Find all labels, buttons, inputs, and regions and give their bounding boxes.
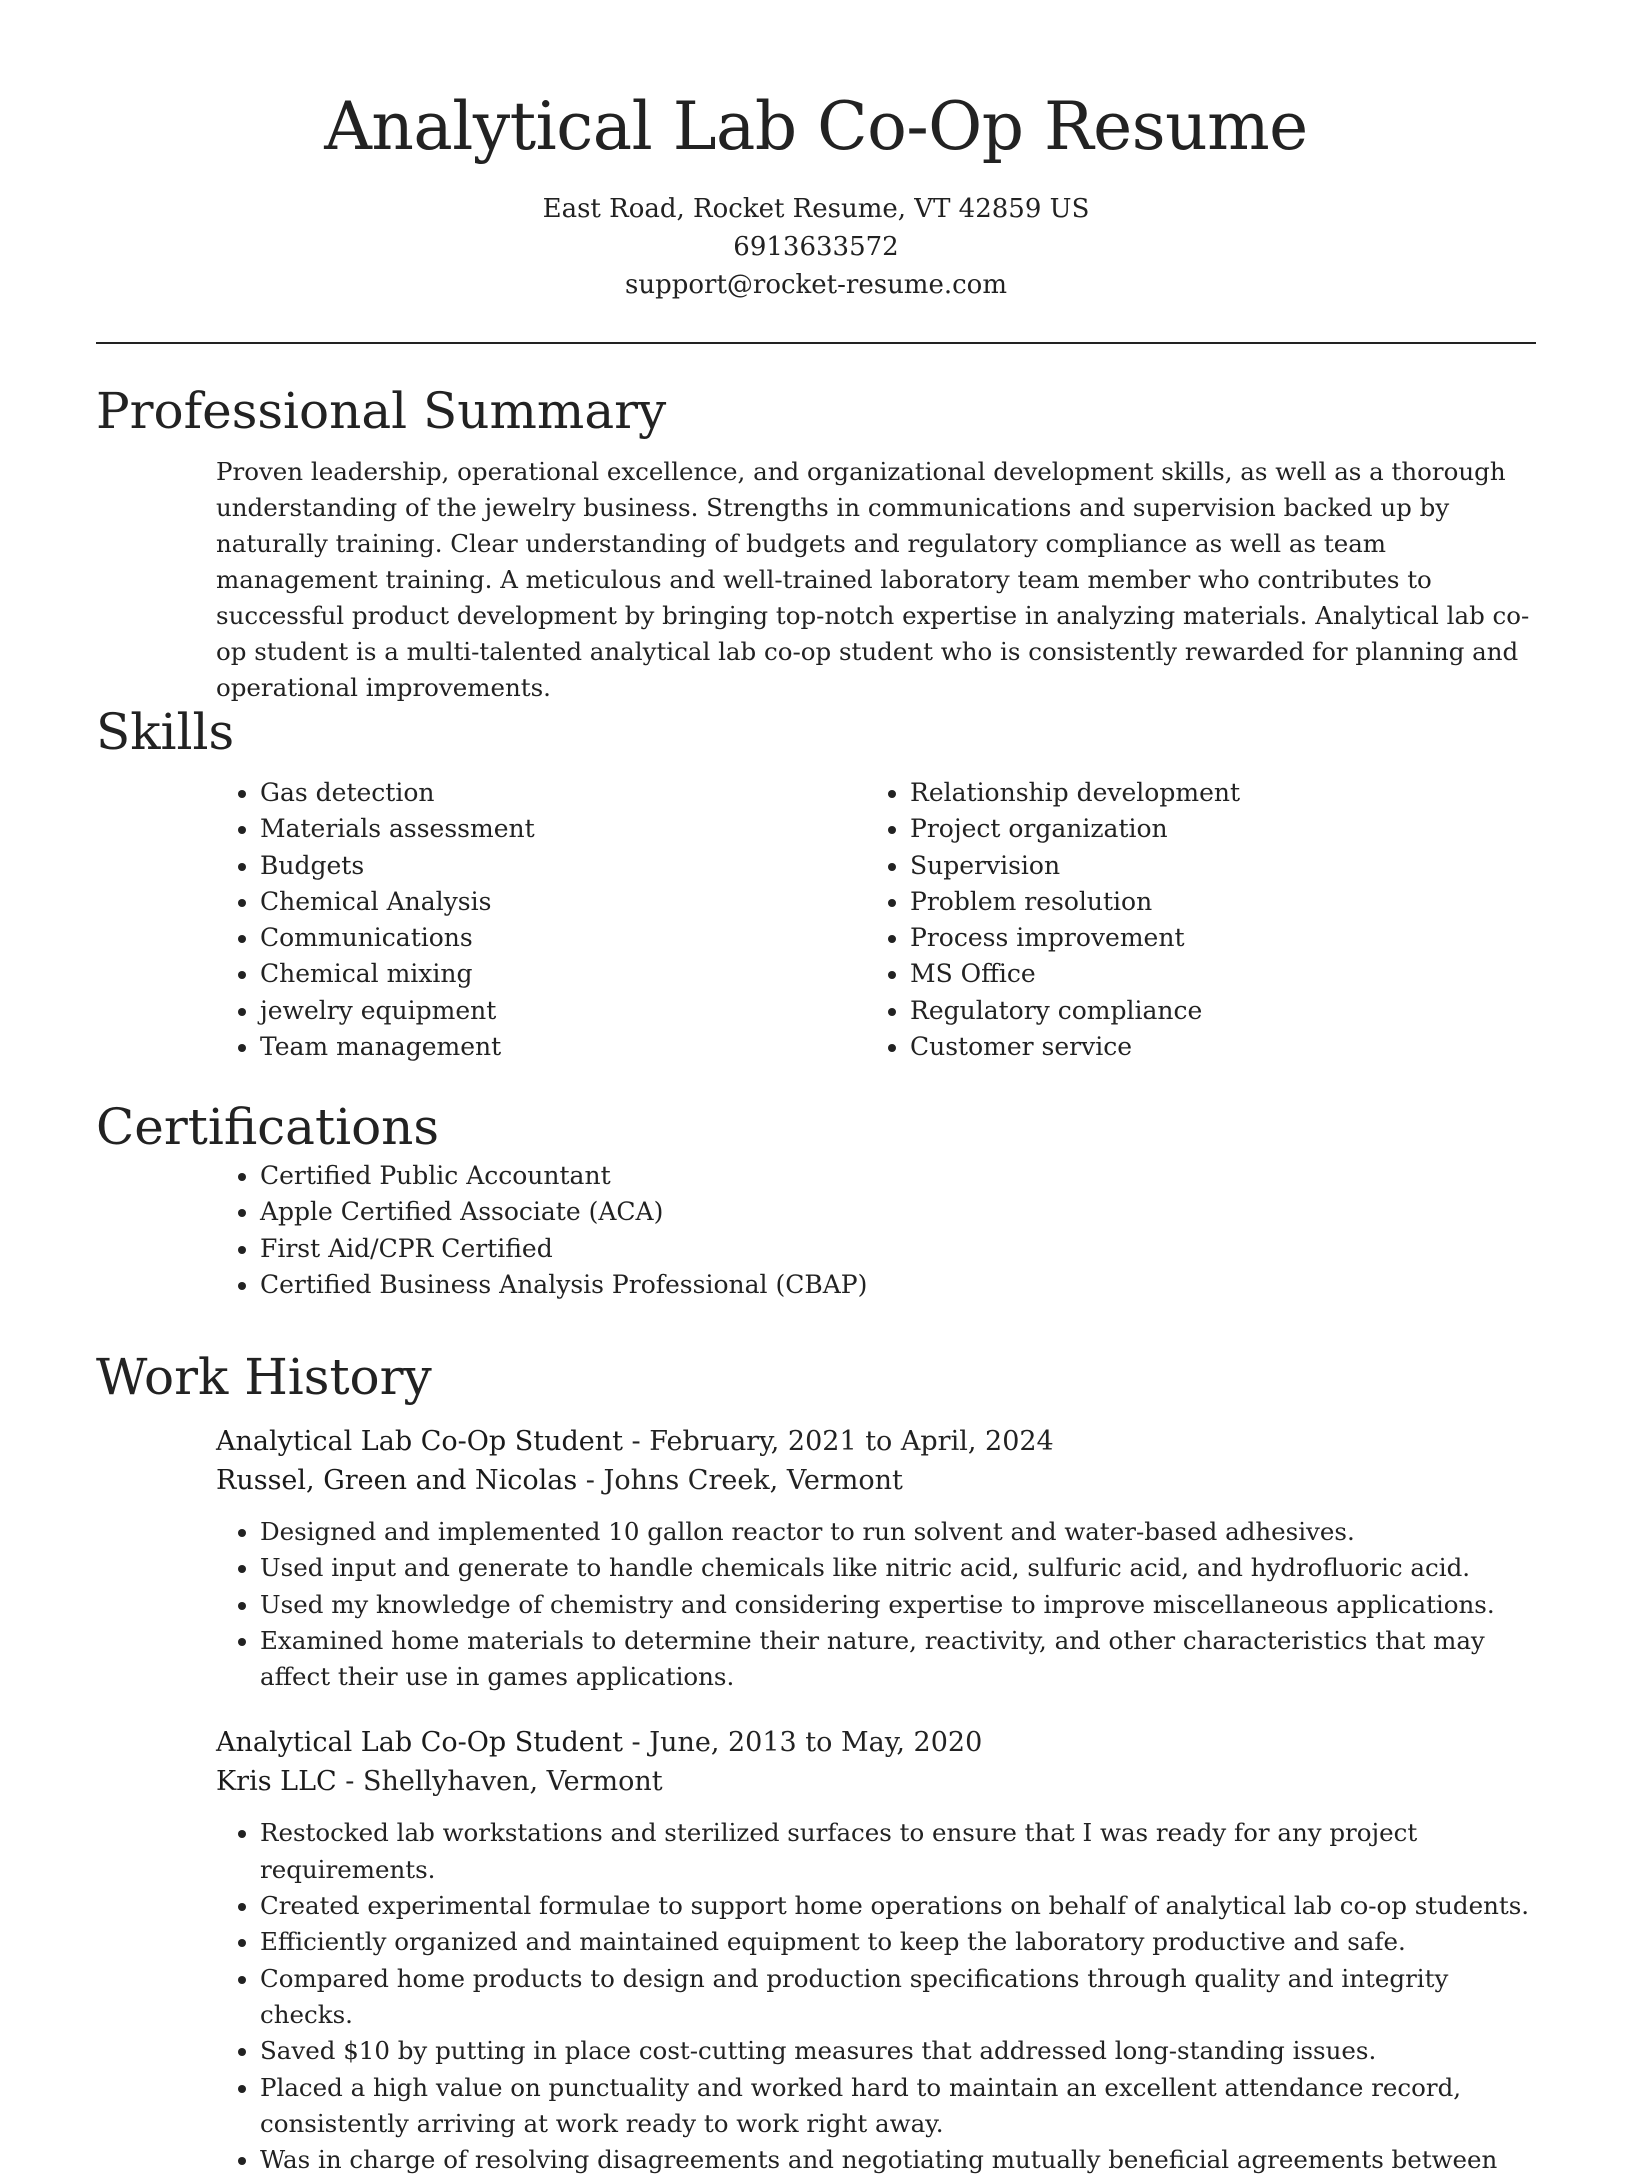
job-duty: • Designed and implemented 10 gallon reactor to run solvent and water-based adhesives. [260,1514,1536,1550]
skill-item: • Process improvement [910,920,1560,956]
job-duty: • Was in charge of resolving disagreements and negotiating mutually beneficial agreements between [260,2142,1536,2178]
job-duty: • Created experimental formulae to support home operations on behalf of analytical lab co-op students. [260,1888,1536,1924]
skill-item: • Supervision [910,848,1560,884]
skill-item: • Problem resolution [910,884,1560,920]
contact-email: support@rocket-resume.com [624,270,1007,300]
job-entry [216,1422,1536,1695]
job-duties-list [216,1815,1536,2178]
summary-text: Proven leadership, operational excellence, and organizational development skills, as well as a thorough understanding of the jewelry business. Strengths in communications and supervision backed up by naturally training. Clear understanding of budgets and regulatory compliance as well as team management training. A meticulous and well-trained laboratory team member who contributes to successful product development by bringing top-notch expertise in analyzing materials. Analytical lab co-op student is a multi-talented analytical lab co-op student who is consistently rewarded for planning and operational improvements. [216,457,1530,702]
summary-section [96,380,1536,706]
job-duties-list [216,1514,1536,1695]
skill-item: • Project organization [910,811,1560,847]
job-title-line [216,1422,1536,1461]
job-role: Analytical Lab Co-Op Student [216,1727,623,1759]
skills-grid [96,775,1536,1065]
job-duty: • Examined home materials to determine their nature, reactivity, and other characteristics that may affect their use in games applications. [260,1623,1536,1696]
job-duty: • Saved $10 by putting in place cost-cutting measures that addressed long-standing issues. [260,2033,1536,2069]
certification-item: • First Aid/CPR Certified [260,1231,1536,1267]
job-company: Kris LLC [216,1766,337,1798]
contact-address: East Road, Rocket Resume, VT 42859 US [542,194,1090,224]
job-duty: • Restocked lab workstations and sterilized surfaces to ensure that I was ready for any project requirements. [260,1815,1536,1888]
work-history-section [96,1346,1536,2178]
skill-item: • Team management [260,1029,910,1065]
skill-item: • Relationship development [910,775,1560,811]
job-dates: - June, 2013 to May, 2020 [622,1727,983,1759]
skill-item: • Chemical mixing [260,956,910,992]
contact-info [0,190,1632,304]
skills-section [96,701,1536,1065]
resume-title: Analytical Lab Co-Op Resume [324,88,1308,165]
skill-item: • Communications [260,920,910,956]
job-duty: • Compared home products to design and production specifications through quality and integrity checks. [260,1961,1536,2034]
header-divider [96,342,1536,344]
skill-item: • jewelry equipment [260,993,910,1029]
job-duty: • Used input and generate to handle chemicals like nitric acid, sulfuric acid, and hydrofluoric acid. [260,1550,1536,1586]
skill-item: • Customer service [910,1029,1560,1065]
job-entry [216,1723,1536,2178]
certification-item: • Apple Certified Associate (ACA) [260,1194,1536,1230]
skill-item: • MS Office [910,956,1560,992]
certifications-heading: Certifications [96,1098,440,1156]
certification-item: • Certified Business Analysis Professional (CBAP) [260,1267,1536,1303]
skill-item: • Budgets [260,848,910,884]
job-location: - Shellyhaven, Vermont [336,1766,663,1798]
certifications-section [96,1096,1536,1303]
job-location: - Johns Creek, Vermont [577,1465,903,1496]
resume-header [0,0,1632,304]
skills-heading: Skills [96,703,235,761]
contact-phone: 6913633572 [733,232,899,262]
skills-list-left [96,775,910,1065]
job-title-line [216,1723,1536,1762]
job-duty: • Efficiently organized and maintained equipment to keep the laboratory productive and safe. [260,1924,1536,1960]
job-dates: - February, 2021 to April, 2024 [622,1426,1054,1457]
skill-item: • Gas detection [260,775,910,811]
skill-item: • Regulatory compliance [910,993,1560,1029]
job-duty: • Used my knowledge of chemistry and considering expertise to improve miscellaneous applications. [260,1587,1536,1623]
skills-list-right [910,775,1560,1065]
skill-item: • Chemical Analysis [260,884,910,920]
certification-item: • Certified Public Accountant [260,1158,1536,1194]
job-company-line [216,1461,1536,1500]
job-duty: • Placed a high value on punctuality and worked hard to maintain an excellent attendance record, consistently arriving at work ready to work right away. [260,2070,1536,2143]
summary-heading: Professional Summary [96,382,667,440]
skill-item: • Materials assessment [260,811,910,847]
job-company-line [216,1762,1536,1801]
work-history-heading: Work History [96,1348,432,1406]
job-company: Russel, Green and Nicolas [216,1465,578,1496]
certifications-list [96,1158,1536,1303]
job-role: Analytical Lab Co-Op Student [216,1426,623,1457]
